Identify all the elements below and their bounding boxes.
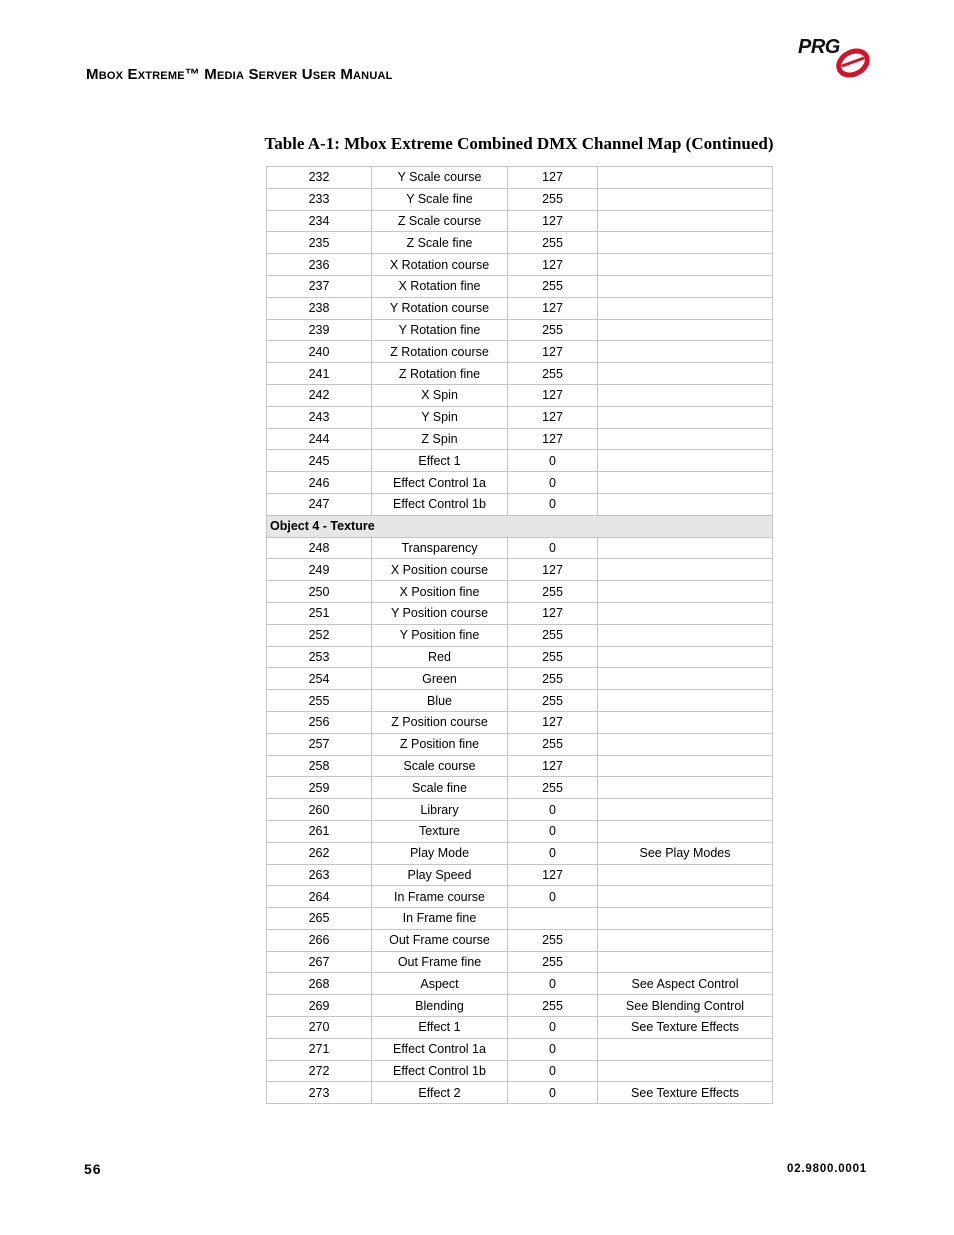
default-value-cell: 0 bbox=[508, 537, 598, 559]
parameter-cell: Z Rotation fine bbox=[372, 363, 508, 385]
channel-cell: 266 bbox=[267, 929, 372, 951]
table-row bbox=[267, 428, 773, 450]
parameter-cell: Z Spin bbox=[372, 428, 508, 450]
channel-cell: 237 bbox=[267, 275, 372, 297]
notes-cell bbox=[598, 755, 773, 777]
table-row bbox=[267, 493, 773, 515]
channel-cell: 247 bbox=[267, 493, 372, 515]
table-row bbox=[267, 406, 773, 428]
channel-cell: 240 bbox=[267, 341, 372, 363]
channel-cell: 253 bbox=[267, 646, 372, 668]
default-value-cell: 0 bbox=[508, 1038, 598, 1060]
notes-cell bbox=[598, 319, 773, 341]
table-row bbox=[267, 363, 773, 385]
table-body-bottom bbox=[267, 537, 773, 1104]
notes-cell bbox=[598, 646, 773, 668]
table-row bbox=[267, 559, 773, 581]
channel-cell: 262 bbox=[267, 842, 372, 864]
parameter-cell: Texture bbox=[372, 820, 508, 842]
table-row bbox=[267, 581, 773, 603]
channel-cell: 257 bbox=[267, 733, 372, 755]
table-row bbox=[267, 384, 773, 406]
notes-cell bbox=[598, 581, 773, 603]
channel-cell: 234 bbox=[267, 210, 372, 232]
channel-cell: 270 bbox=[267, 1017, 372, 1039]
channel-cell: 233 bbox=[267, 188, 372, 210]
notes-cell bbox=[598, 864, 773, 886]
channel-cell: 239 bbox=[267, 319, 372, 341]
table-row bbox=[267, 319, 773, 341]
channel-cell: 246 bbox=[267, 472, 372, 494]
channel-cell: 242 bbox=[267, 384, 372, 406]
notes-cell bbox=[598, 624, 773, 646]
dmx-channel-table bbox=[266, 166, 773, 1104]
notes-cell bbox=[598, 1060, 773, 1082]
notes-cell bbox=[598, 711, 773, 733]
parameter-cell: Y Scale fine bbox=[372, 188, 508, 210]
table-row bbox=[267, 908, 773, 930]
notes-cell bbox=[598, 559, 773, 581]
channel-cell: 245 bbox=[267, 450, 372, 472]
page-number: 56 bbox=[84, 1161, 102, 1177]
default-value-cell: 255 bbox=[508, 363, 598, 385]
parameter-cell: Y Rotation course bbox=[372, 297, 508, 319]
table-row bbox=[267, 210, 773, 232]
notes-cell bbox=[598, 167, 773, 189]
default-value-cell: 127 bbox=[508, 210, 598, 232]
parameter-cell: Transparency bbox=[372, 537, 508, 559]
default-value-cell: 0 bbox=[508, 886, 598, 908]
default-value-cell: 0 bbox=[508, 1082, 598, 1104]
default-value-cell: 127 bbox=[508, 406, 598, 428]
default-value-cell: 0 bbox=[508, 820, 598, 842]
parameter-cell: Y Rotation fine bbox=[372, 319, 508, 341]
notes-cell bbox=[598, 493, 773, 515]
table-row bbox=[267, 690, 773, 712]
table-row bbox=[267, 1017, 773, 1039]
default-value-cell: 255 bbox=[508, 777, 598, 799]
notes-cell bbox=[598, 232, 773, 254]
parameter-cell: Blue bbox=[372, 690, 508, 712]
parameter-cell: Effect 1 bbox=[372, 450, 508, 472]
parameter-cell: Effect Control 1a bbox=[372, 1038, 508, 1060]
parameter-cell: X Rotation course bbox=[372, 254, 508, 276]
prg-logo bbox=[798, 36, 874, 82]
parameter-cell: Blending bbox=[372, 995, 508, 1017]
parameter-cell: Z Scale fine bbox=[372, 232, 508, 254]
parameter-cell: In Frame course bbox=[372, 886, 508, 908]
notes-cell bbox=[598, 210, 773, 232]
notes-cell bbox=[598, 472, 773, 494]
parameter-cell: Effect 2 bbox=[372, 1082, 508, 1104]
table-row bbox=[267, 973, 773, 995]
default-value-cell: 127 bbox=[508, 711, 598, 733]
parameter-cell: Scale course bbox=[372, 755, 508, 777]
table-row bbox=[267, 886, 773, 908]
default-value-cell: 0 bbox=[508, 493, 598, 515]
parameter-cell: Out Frame course bbox=[372, 929, 508, 951]
notes-cell bbox=[598, 384, 773, 406]
table-row bbox=[267, 951, 773, 973]
table-row bbox=[267, 668, 773, 690]
default-value-cell: 255 bbox=[508, 668, 598, 690]
default-value-cell: 255 bbox=[508, 188, 598, 210]
channel-cell: 263 bbox=[267, 864, 372, 886]
notes-cell bbox=[598, 341, 773, 363]
channel-cell: 259 bbox=[267, 777, 372, 799]
parameter-cell: Z Position course bbox=[372, 711, 508, 733]
channel-cell: 244 bbox=[267, 428, 372, 450]
parameter-cell: Scale fine bbox=[372, 777, 508, 799]
section-body bbox=[267, 515, 773, 537]
table-row bbox=[267, 1060, 773, 1082]
table-row bbox=[267, 777, 773, 799]
parameter-cell: Z Rotation course bbox=[372, 341, 508, 363]
parameter-cell: Aspect bbox=[372, 973, 508, 995]
parameter-cell: Green bbox=[372, 668, 508, 690]
default-value-cell: 127 bbox=[508, 602, 598, 624]
table-row bbox=[267, 254, 773, 276]
default-value-cell: 255 bbox=[508, 581, 598, 603]
notes-cell bbox=[598, 537, 773, 559]
table-row bbox=[267, 799, 773, 821]
default-value-cell: 255 bbox=[508, 646, 598, 668]
table-row bbox=[267, 1082, 773, 1104]
parameter-cell: Y Position fine bbox=[372, 624, 508, 646]
parameter-cell: Y Position course bbox=[372, 602, 508, 624]
table-row bbox=[267, 232, 773, 254]
default-value-cell: 255 bbox=[508, 275, 598, 297]
channel-cell: 235 bbox=[267, 232, 372, 254]
notes-cell bbox=[598, 297, 773, 319]
parameter-cell: Red bbox=[372, 646, 508, 668]
notes-cell: See Texture Effects bbox=[598, 1082, 773, 1104]
default-value-cell: 255 bbox=[508, 951, 598, 973]
channel-cell: 236 bbox=[267, 254, 372, 276]
table-row bbox=[267, 341, 773, 363]
table-row bbox=[267, 275, 773, 297]
channel-cell: 241 bbox=[267, 363, 372, 385]
default-value-cell: 255 bbox=[508, 319, 598, 341]
default-value-cell: 0 bbox=[508, 450, 598, 472]
notes-cell bbox=[598, 1038, 773, 1060]
notes-cell bbox=[598, 406, 773, 428]
table-row bbox=[267, 1038, 773, 1060]
default-value-cell: 127 bbox=[508, 864, 598, 886]
parameter-cell: Effect 1 bbox=[372, 1017, 508, 1039]
channel-cell: 269 bbox=[267, 995, 372, 1017]
table-row bbox=[267, 755, 773, 777]
notes-cell bbox=[598, 777, 773, 799]
parameter-cell: Y Spin bbox=[372, 406, 508, 428]
table-row bbox=[267, 602, 773, 624]
running-header: Mbox Extreme™ Media Server User Manual bbox=[86, 66, 393, 83]
table-row bbox=[267, 711, 773, 733]
default-value-cell: 255 bbox=[508, 929, 598, 951]
table-row bbox=[267, 472, 773, 494]
channel-cell: 243 bbox=[267, 406, 372, 428]
notes-cell bbox=[598, 602, 773, 624]
notes-cell bbox=[598, 363, 773, 385]
notes-cell: See Texture Effects bbox=[598, 1017, 773, 1039]
default-value-cell: 0 bbox=[508, 1060, 598, 1082]
parameter-cell: X Spin bbox=[372, 384, 508, 406]
channel-cell: 260 bbox=[267, 799, 372, 821]
default-value-cell: 255 bbox=[508, 995, 598, 1017]
table-body-top bbox=[267, 167, 773, 516]
table-row bbox=[267, 864, 773, 886]
table-row bbox=[267, 167, 773, 189]
default-value-cell: 127 bbox=[508, 167, 598, 189]
channel-cell: 273 bbox=[267, 1082, 372, 1104]
parameter-cell: Z Position fine bbox=[372, 733, 508, 755]
notes-cell bbox=[598, 450, 773, 472]
default-value-cell: 127 bbox=[508, 341, 598, 363]
table-row bbox=[267, 842, 773, 864]
channel-cell: 271 bbox=[267, 1038, 372, 1060]
table-row bbox=[267, 624, 773, 646]
notes-cell bbox=[598, 188, 773, 210]
channel-cell: 268 bbox=[267, 973, 372, 995]
channel-cell: 250 bbox=[267, 581, 372, 603]
channel-cell: 251 bbox=[267, 602, 372, 624]
default-value-cell: 0 bbox=[508, 842, 598, 864]
default-value-cell: 255 bbox=[508, 690, 598, 712]
table-row bbox=[267, 820, 773, 842]
default-value-cell: 0 bbox=[508, 472, 598, 494]
table-row bbox=[267, 929, 773, 951]
channel-cell: 272 bbox=[267, 1060, 372, 1082]
default-value-cell: 127 bbox=[508, 384, 598, 406]
channel-cell: 256 bbox=[267, 711, 372, 733]
table-row bbox=[267, 995, 773, 1017]
channel-cell: 265 bbox=[267, 908, 372, 930]
channel-cell: 267 bbox=[267, 951, 372, 973]
parameter-cell: Effect Control 1b bbox=[372, 493, 508, 515]
parameter-cell: Play Speed bbox=[372, 864, 508, 886]
notes-cell bbox=[598, 690, 773, 712]
channel-cell: 252 bbox=[267, 624, 372, 646]
default-value-cell: 0 bbox=[508, 1017, 598, 1039]
default-value-cell: 127 bbox=[508, 254, 598, 276]
table-row bbox=[267, 450, 773, 472]
default-value-cell bbox=[508, 908, 598, 930]
default-value-cell: 255 bbox=[508, 232, 598, 254]
channel-cell: 258 bbox=[267, 755, 372, 777]
channel-cell: 254 bbox=[267, 668, 372, 690]
channel-cell: 249 bbox=[267, 559, 372, 581]
notes-cell bbox=[598, 428, 773, 450]
table-row bbox=[267, 188, 773, 210]
parameter-cell: Effect Control 1b bbox=[372, 1060, 508, 1082]
parameter-cell: Z Scale course bbox=[372, 210, 508, 232]
logo-swoosh-icon bbox=[798, 36, 874, 82]
notes-cell bbox=[598, 820, 773, 842]
notes-cell bbox=[598, 275, 773, 297]
default-value-cell: 127 bbox=[508, 428, 598, 450]
document-number: 02.9800.0001 bbox=[787, 1163, 867, 1175]
default-value-cell: 127 bbox=[508, 755, 598, 777]
notes-cell: See Play Modes bbox=[598, 842, 773, 864]
parameter-cell: In Frame fine bbox=[372, 908, 508, 930]
channel-cell: 264 bbox=[267, 886, 372, 908]
section-label: Object 4 - Texture bbox=[267, 515, 773, 537]
notes-cell bbox=[598, 886, 773, 908]
channel-cell: 232 bbox=[267, 167, 372, 189]
default-value-cell: 127 bbox=[508, 297, 598, 319]
parameter-cell: Effect Control 1a bbox=[372, 472, 508, 494]
notes-cell: See Aspect Control bbox=[598, 973, 773, 995]
channel-cell: 248 bbox=[267, 537, 372, 559]
notes-cell bbox=[598, 951, 773, 973]
table-row bbox=[267, 646, 773, 668]
notes-cell bbox=[598, 799, 773, 821]
default-value-cell: 255 bbox=[508, 624, 598, 646]
notes-cell bbox=[598, 254, 773, 276]
parameter-cell: Play Mode bbox=[372, 842, 508, 864]
default-value-cell: 127 bbox=[508, 559, 598, 581]
notes-cell: See Blending Control bbox=[598, 995, 773, 1017]
notes-cell bbox=[598, 668, 773, 690]
default-value-cell: 0 bbox=[508, 799, 598, 821]
channel-cell: 255 bbox=[267, 690, 372, 712]
table-row bbox=[267, 733, 773, 755]
section-header-row bbox=[267, 515, 773, 537]
parameter-cell: Library bbox=[372, 799, 508, 821]
channel-cell: 238 bbox=[267, 297, 372, 319]
parameter-cell: X Rotation fine bbox=[372, 275, 508, 297]
parameter-cell: X Position course bbox=[372, 559, 508, 581]
notes-cell bbox=[598, 733, 773, 755]
parameter-cell: Out Frame fine bbox=[372, 951, 508, 973]
table-title: Table A-1: Mbox Extreme Combined DMX Channel Map (Continued) bbox=[264, 134, 774, 153]
notes-cell bbox=[598, 908, 773, 930]
default-value-cell: 255 bbox=[508, 733, 598, 755]
parameter-cell: Y Scale course bbox=[372, 167, 508, 189]
channel-cell: 261 bbox=[267, 820, 372, 842]
table-row bbox=[267, 537, 773, 559]
notes-cell bbox=[598, 929, 773, 951]
default-value-cell: 0 bbox=[508, 973, 598, 995]
table-row bbox=[267, 297, 773, 319]
parameter-cell: X Position fine bbox=[372, 581, 508, 603]
logo-text: PRG bbox=[798, 36, 840, 58]
